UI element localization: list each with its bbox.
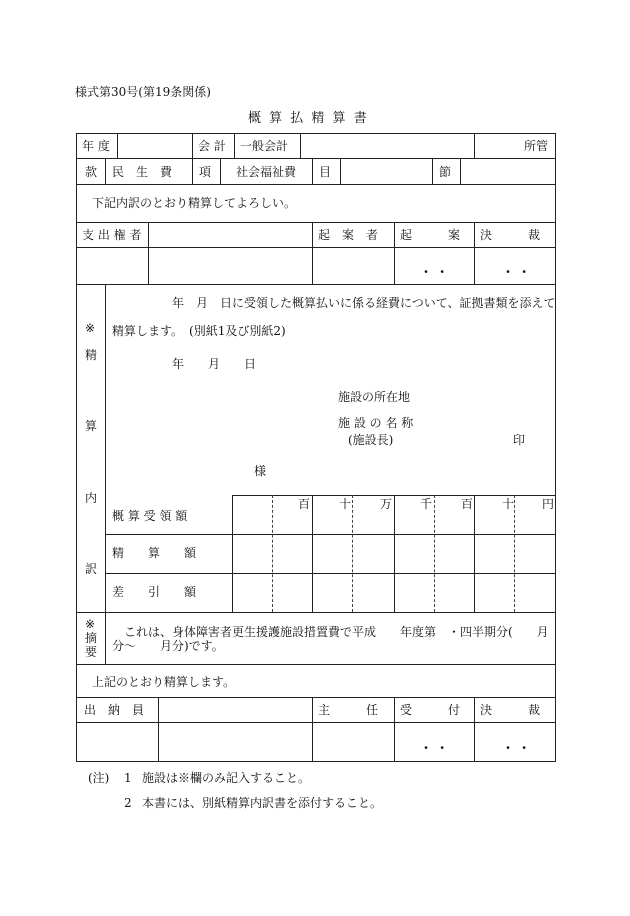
- row-line: [76, 284, 556, 285]
- row-line: [76, 697, 556, 698]
- seisan-line2: 精算します。 (別紙1及び別紙2): [112, 324, 286, 338]
- amount-row-label: 差 引 額: [112, 585, 197, 599]
- setsu-label: 節: [439, 165, 452, 179]
- suitou-label: 出 納 員: [84, 703, 145, 717]
- moku-label: 目: [319, 165, 332, 179]
- shisetsucho-label: (施設長): [348, 433, 394, 447]
- date-dots: ・ ・: [420, 741, 449, 755]
- ippan-kaikei-label: 一般会計: [240, 139, 289, 153]
- unit-label: 円: [542, 497, 555, 511]
- shozaichi-label: 施設の所在地: [338, 390, 411, 404]
- amount-row-label: 精 算 額: [112, 546, 197, 560]
- shokan-label: 所管: [524, 139, 549, 153]
- col-line: [312, 697, 313, 762]
- side-char: ※: [85, 321, 96, 335]
- col-line: [394, 495, 395, 612]
- col-line: [220, 158, 221, 184]
- side-char: 摘: [85, 631, 98, 645]
- row-line: [76, 664, 556, 665]
- col-line: [148, 222, 149, 284]
- col-line: [474, 133, 475, 158]
- row-line: [76, 184, 556, 185]
- dashed-line: [434, 495, 435, 612]
- unit-label: 百: [298, 497, 311, 511]
- amount-row-label: 概 算 受 領 額: [112, 509, 188, 523]
- kian-sha-label: 起 案 者: [318, 228, 379, 242]
- uketsuke-label: 受 付: [400, 703, 461, 717]
- shakai-label: 社会福祉費: [236, 165, 297, 179]
- unit-label: 十: [339, 497, 352, 511]
- col-line: [232, 495, 233, 612]
- kan-label: 款: [85, 165, 98, 179]
- col-line: [312, 158, 313, 184]
- side-char: 要: [85, 645, 98, 659]
- side-char: 精: [85, 348, 98, 362]
- unit-label: 万: [380, 497, 393, 511]
- note-number: 1: [124, 771, 132, 785]
- row-line: [105, 573, 556, 574]
- dashed-line: [352, 495, 353, 612]
- nendo-label: 年 度: [82, 139, 110, 153]
- form-title: 概 算 払 精 算 書: [248, 111, 369, 126]
- form-number: 様式第30号(第19条関係): [75, 85, 211, 99]
- row-line: [76, 158, 556, 159]
- col-line: [460, 158, 461, 184]
- col-line: [105, 158, 106, 184]
- col-line: [474, 697, 475, 762]
- row-line: [76, 722, 556, 723]
- in-seal-label: 印: [513, 433, 526, 447]
- note-text: 本書には、別紙精算内訳書を添付すること。: [142, 796, 383, 810]
- col-line: [394, 222, 395, 284]
- col-line: [192, 133, 193, 158]
- note-number: 2: [124, 796, 132, 810]
- col-line: [192, 158, 193, 184]
- date-dots: ・ ・: [420, 265, 449, 279]
- col-line: [105, 284, 106, 664]
- unit-label: 百: [461, 497, 474, 511]
- col-line: [474, 222, 475, 284]
- kessai-label: 決 裁: [480, 228, 541, 242]
- kian-label: 起 案: [400, 228, 461, 242]
- shunin-label: 主 任: [318, 703, 379, 717]
- minsei-label: 民 生 費: [112, 165, 173, 179]
- row-line: [105, 534, 556, 535]
- tekiyo-line2: 分～ 月分)です。: [112, 639, 224, 653]
- kessai-label: 決 裁: [480, 703, 541, 717]
- side-char: 算: [85, 419, 98, 433]
- col-line: [158, 697, 159, 762]
- col-line: [234, 133, 235, 158]
- col-line: [432, 158, 433, 184]
- col-line: [474, 495, 475, 612]
- date-dots: ・ ・: [502, 741, 531, 755]
- side-char: 訳: [85, 562, 98, 576]
- unit-label: 千: [420, 497, 433, 511]
- request-text: 下記内訳のとおり精算してよろしい。: [92, 196, 297, 210]
- col-line: [394, 697, 395, 762]
- col-line: [312, 222, 313, 284]
- note-label: (注): [88, 771, 110, 785]
- tekiyo-line1: これは、身体障害者更生援護施設措置費で平成 年度第 ・四半期分( 月: [124, 625, 549, 639]
- side-char: ※: [85, 617, 96, 631]
- seisan-line1: 年 月 日に受領した概算払いに係る経費について、証拠書類を添えて: [172, 296, 556, 310]
- col-line: [300, 133, 301, 158]
- kaikei-label: 会 計: [198, 139, 226, 153]
- bottom-text: 上記のとおり精算します。: [92, 675, 236, 689]
- side-char: 内: [85, 491, 98, 505]
- col-line: [340, 158, 341, 184]
- shishutsu-label: 支 出 権 者: [82, 228, 142, 242]
- note-text: 施設は※欄のみ記入すること。: [142, 771, 311, 785]
- col-line: [117, 133, 118, 158]
- kou-label: 項: [199, 165, 212, 179]
- date-dots: ・ ・: [502, 265, 531, 279]
- dashed-line: [514, 495, 515, 612]
- meisho-label: 施 設 の 名 称: [338, 416, 414, 430]
- sama-label: 様: [254, 464, 267, 478]
- col-line: [312, 495, 313, 612]
- row-line: [76, 612, 556, 613]
- dashed-line: [272, 495, 273, 612]
- seisan-date: 年 月 日: [172, 357, 257, 371]
- unit-label: 十: [502, 497, 515, 511]
